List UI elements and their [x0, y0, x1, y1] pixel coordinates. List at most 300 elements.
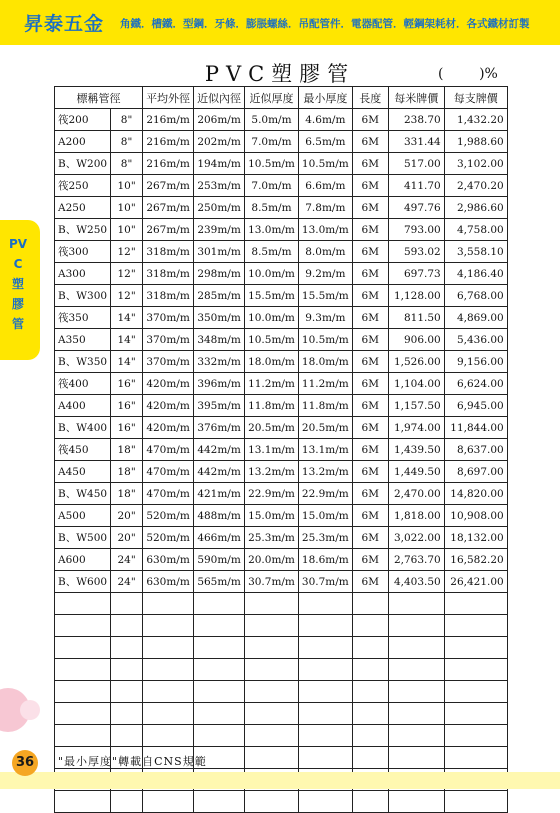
cell-thickness: 13.2m/m — [245, 461, 299, 483]
cell-price-meter: 497.76 — [388, 197, 444, 219]
header-avg-outer-diameter: 平均外徑 — [143, 87, 194, 109]
empty-cell — [444, 791, 507, 813]
empty-cell — [352, 659, 388, 681]
footer-bar — [0, 772, 560, 789]
table-row — [55, 109, 508, 131]
empty-cell — [143, 791, 194, 813]
table-row-empty — [55, 637, 508, 659]
empty-cell — [298, 725, 352, 747]
cell-inner-diameter: 285m/m — [194, 285, 245, 307]
cell-model: 筏250 — [55, 175, 111, 197]
cell-outer-diameter: 520m/m — [143, 505, 194, 527]
cell-price-piece: 6,768.00 — [444, 285, 507, 307]
cell-inch: 8" — [111, 153, 143, 175]
table-row — [55, 307, 508, 329]
table-row — [55, 373, 508, 395]
empty-cell — [298, 681, 352, 703]
cell-inch: 14" — [111, 307, 143, 329]
cell-model: 筏450 — [55, 439, 111, 461]
cell-inch: 14" — [111, 351, 143, 373]
empty-cell — [298, 747, 352, 769]
cell-inch: 16" — [111, 373, 143, 395]
empty-cell — [298, 593, 352, 615]
table-row — [55, 197, 508, 219]
table-row — [55, 241, 508, 263]
cell-min-thickness: 22.9m/m — [298, 483, 352, 505]
cell-thickness: 13.1m/m — [245, 439, 299, 461]
cell-price-meter: 2,470.00 — [388, 483, 444, 505]
side-section-tab — [0, 220, 40, 360]
cell-price-meter: 331.44 — [388, 131, 444, 153]
cell-min-thickness: 30.7m/m — [298, 571, 352, 593]
cell-model: 筏200 — [55, 109, 111, 131]
cell-length: 6M — [352, 549, 388, 571]
table-row — [55, 131, 508, 153]
cell-thickness: 25.3m/m — [245, 527, 299, 549]
cell-model: B、W500 — [55, 527, 111, 549]
cell-price-piece: 9,156.00 — [444, 351, 507, 373]
cell-inch: 24" — [111, 571, 143, 593]
empty-cell — [143, 681, 194, 703]
cell-inner-diameter: 301m/m — [194, 241, 245, 263]
empty-cell — [111, 615, 143, 637]
empty-cell — [111, 659, 143, 681]
cell-model: B、W300 — [55, 285, 111, 307]
cell-length: 6M — [352, 109, 388, 131]
cell-price-meter: 593.02 — [388, 241, 444, 263]
cell-inch: 16" — [111, 417, 143, 439]
cell-length: 6M — [352, 263, 388, 285]
cell-min-thickness: 8.0m/m — [298, 241, 352, 263]
cell-thickness: 13.0m/m — [245, 219, 299, 241]
cell-inner-diameter: 206m/m — [194, 109, 245, 131]
cell-inch: 8" — [111, 109, 143, 131]
cell-inner-diameter: 488m/m — [194, 505, 245, 527]
cell-model: B、W600 — [55, 571, 111, 593]
cell-price-meter: 4,403.50 — [388, 571, 444, 593]
empty-cell — [245, 725, 299, 747]
empty-cell — [55, 615, 111, 637]
empty-cell — [55, 681, 111, 703]
empty-cell — [444, 747, 507, 769]
cell-min-thickness: 25.3m/m — [298, 527, 352, 549]
empty-cell — [55, 725, 111, 747]
cell-min-thickness: 15.0m/m — [298, 505, 352, 527]
empty-cell — [352, 725, 388, 747]
empty-cell — [111, 725, 143, 747]
header-approx-inner-diameter: 近似內徑 — [194, 87, 245, 109]
cell-model: 筏300 — [55, 241, 111, 263]
empty-cell — [388, 637, 444, 659]
header-approx-thickness: 近似厚度 — [245, 87, 299, 109]
cell-inch: 12" — [111, 285, 143, 307]
empty-cell — [388, 791, 444, 813]
empty-cell — [55, 659, 111, 681]
cell-price-meter: 1,104.00 — [388, 373, 444, 395]
empty-cell — [245, 637, 299, 659]
cell-inner-diameter: 376m/m — [194, 417, 245, 439]
cell-outer-diameter: 520m/m — [143, 527, 194, 549]
cell-thickness: 18.0m/m — [245, 351, 299, 373]
cell-price-piece: 8,697.00 — [444, 461, 507, 483]
cell-outer-diameter: 470m/m — [143, 483, 194, 505]
cell-inner-diameter: 348m/m — [194, 329, 245, 351]
cell-price-piece: 4,186.40 — [444, 263, 507, 285]
table-row — [55, 219, 508, 241]
empty-cell — [388, 725, 444, 747]
cell-min-thickness: 10.5m/m — [298, 329, 352, 351]
cell-outer-diameter: 470m/m — [143, 439, 194, 461]
table-row — [55, 527, 508, 549]
cell-min-thickness: 13.1m/m — [298, 439, 352, 461]
cell-outer-diameter: 318m/m — [143, 241, 194, 263]
table-row-empty — [55, 703, 508, 725]
cell-price-piece: 16,582.20 — [444, 549, 507, 571]
cell-thickness: 10.5m/m — [245, 329, 299, 351]
empty-cell — [245, 747, 299, 769]
empty-cell — [388, 615, 444, 637]
table-row-empty — [55, 659, 508, 681]
cell-model: A400 — [55, 395, 111, 417]
empty-cell — [55, 703, 111, 725]
brand-name: 昇泰五金 — [24, 13, 105, 35]
cell-length: 6M — [352, 395, 388, 417]
table-row — [55, 395, 508, 417]
empty-cell — [388, 681, 444, 703]
table-row — [55, 153, 508, 175]
cell-price-piece: 1,988.60 — [444, 131, 507, 153]
cell-min-thickness: 9.3m/m — [298, 307, 352, 329]
empty-cell — [245, 659, 299, 681]
table-row — [55, 439, 508, 461]
empty-cell — [298, 703, 352, 725]
empty-cell — [352, 681, 388, 703]
header-nominal-size: 標稱管徑 — [55, 87, 143, 109]
cell-model: B、W400 — [55, 417, 111, 439]
cell-price-piece: 3,558.10 — [444, 241, 507, 263]
cell-price-meter: 811.50 — [388, 307, 444, 329]
cell-thickness: 11.2m/m — [245, 373, 299, 395]
cell-length: 6M — [352, 373, 388, 395]
empty-cell — [194, 703, 245, 725]
cell-price-meter: 411.70 — [388, 175, 444, 197]
footnote: "最小厚度"轉載自CNS規範 — [58, 755, 207, 768]
cell-outer-diameter: 216m/m — [143, 131, 194, 153]
cell-outer-diameter: 420m/m — [143, 417, 194, 439]
cell-min-thickness: 13.0m/m — [298, 219, 352, 241]
cell-price-piece: 14,820.00 — [444, 483, 507, 505]
cell-min-thickness: 13.2m/m — [298, 461, 352, 483]
empty-cell — [143, 615, 194, 637]
empty-cell — [245, 681, 299, 703]
empty-cell — [245, 703, 299, 725]
empty-cell — [444, 659, 507, 681]
table-row-empty — [55, 615, 508, 637]
empty-cell — [143, 593, 194, 615]
cell-price-piece: 4,758.00 — [444, 219, 507, 241]
empty-cell — [111, 681, 143, 703]
cell-outer-diameter: 267m/m — [143, 175, 194, 197]
cell-length: 6M — [352, 131, 388, 153]
cell-thickness: 15.0m/m — [245, 505, 299, 527]
cell-inch: 18" — [111, 483, 143, 505]
header-price-per-meter: 每米牌價 — [388, 87, 444, 109]
cell-inch: 18" — [111, 439, 143, 461]
cell-price-piece: 8,637.00 — [444, 439, 507, 461]
cell-length: 6M — [352, 153, 388, 175]
empty-cell — [143, 703, 194, 725]
cell-price-piece: 2,986.60 — [444, 197, 507, 219]
empty-cell — [194, 659, 245, 681]
cell-inner-diameter: 350m/m — [194, 307, 245, 329]
cell-price-piece: 4,869.00 — [444, 307, 507, 329]
cell-inch: 24" — [111, 549, 143, 571]
header-min-thickness: 最小厚度 — [298, 87, 352, 109]
decorative-bubble-small — [20, 700, 40, 720]
cell-length: 6M — [352, 285, 388, 307]
empty-cell — [111, 703, 143, 725]
cell-min-thickness: 20.5m/m — [298, 417, 352, 439]
empty-cell — [111, 791, 143, 813]
cell-price-piece: 2,470.20 — [444, 175, 507, 197]
empty-cell — [111, 637, 143, 659]
cell-thickness: 10.0m/m — [245, 307, 299, 329]
cell-price-meter: 238.70 — [388, 109, 444, 131]
empty-cell — [444, 703, 507, 725]
cell-min-thickness: 18.0m/m — [298, 351, 352, 373]
cell-outer-diameter: 630m/m — [143, 571, 194, 593]
cell-model: A250 — [55, 197, 111, 219]
cell-outer-diameter: 216m/m — [143, 153, 194, 175]
cell-inner-diameter: 250m/m — [194, 197, 245, 219]
cell-price-meter: 906.00 — [388, 329, 444, 351]
cell-thickness: 7.0m/m — [245, 131, 299, 153]
table-row-empty — [55, 681, 508, 703]
cell-thickness: 15.5m/m — [245, 285, 299, 307]
page-title: PVC塑膠管 — [204, 62, 356, 86]
cell-inch: 16" — [111, 395, 143, 417]
cell-inner-diameter: 442m/m — [194, 439, 245, 461]
cell-inner-diameter: 194m/m — [194, 153, 245, 175]
table-row — [55, 483, 508, 505]
empty-cell — [55, 791, 111, 813]
cell-model: A200 — [55, 131, 111, 153]
cell-model: B、W200 — [55, 153, 111, 175]
table-row-empty — [55, 725, 508, 747]
side-tab-label: PVC塑膠管 — [8, 237, 28, 331]
cell-model: B、W350 — [55, 351, 111, 373]
cell-length: 6M — [352, 461, 388, 483]
table-row — [55, 549, 508, 571]
cell-thickness: 7.0m/m — [245, 175, 299, 197]
cell-price-meter: 697.73 — [388, 263, 444, 285]
table-row — [55, 417, 508, 439]
cell-length: 6M — [352, 197, 388, 219]
empty-cell — [194, 791, 245, 813]
cell-inch: 14" — [111, 329, 143, 351]
cell-inch: 12" — [111, 241, 143, 263]
cell-inner-diameter: 466m/m — [194, 527, 245, 549]
cell-inner-diameter: 239m/m — [194, 219, 245, 241]
cell-min-thickness: 10.5m/m — [298, 153, 352, 175]
cell-length: 6M — [352, 307, 388, 329]
empty-cell — [444, 593, 507, 615]
cell-price-meter: 1,439.50 — [388, 439, 444, 461]
cell-outer-diameter: 370m/m — [143, 351, 194, 373]
cell-min-thickness: 15.5m/m — [298, 285, 352, 307]
cell-model: 筏350 — [55, 307, 111, 329]
cell-price-meter: 2,763.70 — [388, 549, 444, 571]
table-row — [55, 263, 508, 285]
cell-inner-diameter: 442m/m — [194, 461, 245, 483]
cell-outer-diameter: 420m/m — [143, 373, 194, 395]
cell-price-piece: 11,844.00 — [444, 417, 507, 439]
cell-inch: 20" — [111, 505, 143, 527]
cell-min-thickness: 11.8m/m — [298, 395, 352, 417]
cell-price-meter: 1,449.50 — [388, 461, 444, 483]
cell-inner-diameter: 202m/m — [194, 131, 245, 153]
cell-min-thickness: 6.5m/m — [298, 131, 352, 153]
cell-model: A500 — [55, 505, 111, 527]
cell-outer-diameter: 470m/m — [143, 461, 194, 483]
table-row — [55, 285, 508, 307]
empty-cell — [194, 637, 245, 659]
empty-cell — [194, 725, 245, 747]
page-header — [0, 0, 560, 45]
cell-thickness: 30.7m/m — [245, 571, 299, 593]
empty-cell — [444, 615, 507, 637]
cell-price-piece: 6,624.00 — [444, 373, 507, 395]
header-price-per-piece: 每支牌價 — [444, 87, 507, 109]
cell-inner-diameter: 332m/m — [194, 351, 245, 373]
cell-outer-diameter: 630m/m — [143, 549, 194, 571]
empty-cell — [298, 637, 352, 659]
cell-inner-diameter: 396m/m — [194, 373, 245, 395]
cell-length: 6M — [352, 571, 388, 593]
cell-model: A450 — [55, 461, 111, 483]
empty-cell — [388, 593, 444, 615]
cell-thickness: 20.5m/m — [245, 417, 299, 439]
cell-inch: 8" — [111, 131, 143, 153]
empty-cell — [245, 593, 299, 615]
cell-inner-diameter: 298m/m — [194, 263, 245, 285]
cell-min-thickness: 18.6m/m — [298, 549, 352, 571]
cell-outer-diameter: 318m/m — [143, 285, 194, 307]
cell-thickness: 8.5m/m — [245, 197, 299, 219]
cell-price-piece: 18,132.00 — [444, 527, 507, 549]
empty-cell — [298, 791, 352, 813]
cell-inner-diameter: 421m/m — [194, 483, 245, 505]
empty-cell — [298, 615, 352, 637]
cell-inch: 20" — [111, 527, 143, 549]
cell-length: 6M — [352, 417, 388, 439]
cell-model: B、W450 — [55, 483, 111, 505]
cell-thickness: 20.0m/m — [245, 549, 299, 571]
empty-cell — [245, 791, 299, 813]
cell-price-meter: 1,974.00 — [388, 417, 444, 439]
table-row — [55, 571, 508, 593]
cell-min-thickness: 11.2m/m — [298, 373, 352, 395]
cell-inch: 10" — [111, 219, 143, 241]
page-number: 36 — [12, 750, 38, 776]
cell-length: 6M — [352, 483, 388, 505]
empty-cell — [352, 637, 388, 659]
cell-length: 6M — [352, 329, 388, 351]
cell-thickness: 5.0m/m — [245, 109, 299, 131]
cell-price-piece: 3,102.00 — [444, 153, 507, 175]
cell-inner-diameter: 253m/m — [194, 175, 245, 197]
cell-min-thickness: 7.8m/m — [298, 197, 352, 219]
table-row-empty — [55, 593, 508, 615]
cell-price-meter: 517.00 — [388, 153, 444, 175]
empty-cell — [143, 725, 194, 747]
cell-inch: 18" — [111, 461, 143, 483]
cell-model: 筏400 — [55, 373, 111, 395]
empty-cell — [352, 747, 388, 769]
cell-inner-diameter: 590m/m — [194, 549, 245, 571]
cell-inch: 12" — [111, 263, 143, 285]
pvc-price-table — [54, 86, 508, 813]
empty-cell — [444, 681, 507, 703]
empty-cell — [352, 791, 388, 813]
cell-inch: 10" — [111, 197, 143, 219]
cell-price-piece: 26,421.00 — [444, 571, 507, 593]
empty-cell — [111, 593, 143, 615]
table-row — [55, 351, 508, 373]
empty-cell — [388, 659, 444, 681]
empty-cell — [388, 703, 444, 725]
cell-min-thickness: 9.2m/m — [298, 263, 352, 285]
empty-cell — [143, 659, 194, 681]
empty-cell — [245, 615, 299, 637]
cell-outer-diameter: 318m/m — [143, 263, 194, 285]
cell-outer-diameter: 267m/m — [143, 219, 194, 241]
cell-model: A300 — [55, 263, 111, 285]
discount-percent-label: ( )% — [438, 66, 498, 82]
cell-inner-diameter: 395m/m — [194, 395, 245, 417]
empty-cell — [194, 681, 245, 703]
cell-outer-diameter: 420m/m — [143, 395, 194, 417]
cell-price-piece: 10,908.00 — [444, 505, 507, 527]
empty-cell — [194, 615, 245, 637]
cell-outer-diameter: 267m/m — [143, 197, 194, 219]
cell-thickness: 10.0m/m — [245, 263, 299, 285]
cell-model: A350 — [55, 329, 111, 351]
cell-price-piece: 1,432.20 — [444, 109, 507, 131]
header-length: 長度 — [352, 87, 388, 109]
cell-price-piece: 5,436.00 — [444, 329, 507, 351]
empty-cell — [352, 703, 388, 725]
empty-cell — [55, 593, 111, 615]
cell-price-meter: 1,128.00 — [388, 285, 444, 307]
cell-length: 6M — [352, 439, 388, 461]
cell-price-meter: 793.00 — [388, 219, 444, 241]
cell-length: 6M — [352, 527, 388, 549]
cell-price-meter: 1,526.00 — [388, 351, 444, 373]
table-header-row — [55, 87, 508, 109]
empty-cell — [298, 659, 352, 681]
cell-price-meter: 3,022.00 — [388, 527, 444, 549]
empty-cell — [352, 593, 388, 615]
table-row — [55, 505, 508, 527]
cell-price-meter: 1,157.50 — [388, 395, 444, 417]
empty-cell — [388, 747, 444, 769]
cell-model: A600 — [55, 549, 111, 571]
empty-cell — [143, 637, 194, 659]
table-row-empty — [55, 791, 508, 813]
empty-cell — [352, 615, 388, 637]
empty-cell — [194, 593, 245, 615]
